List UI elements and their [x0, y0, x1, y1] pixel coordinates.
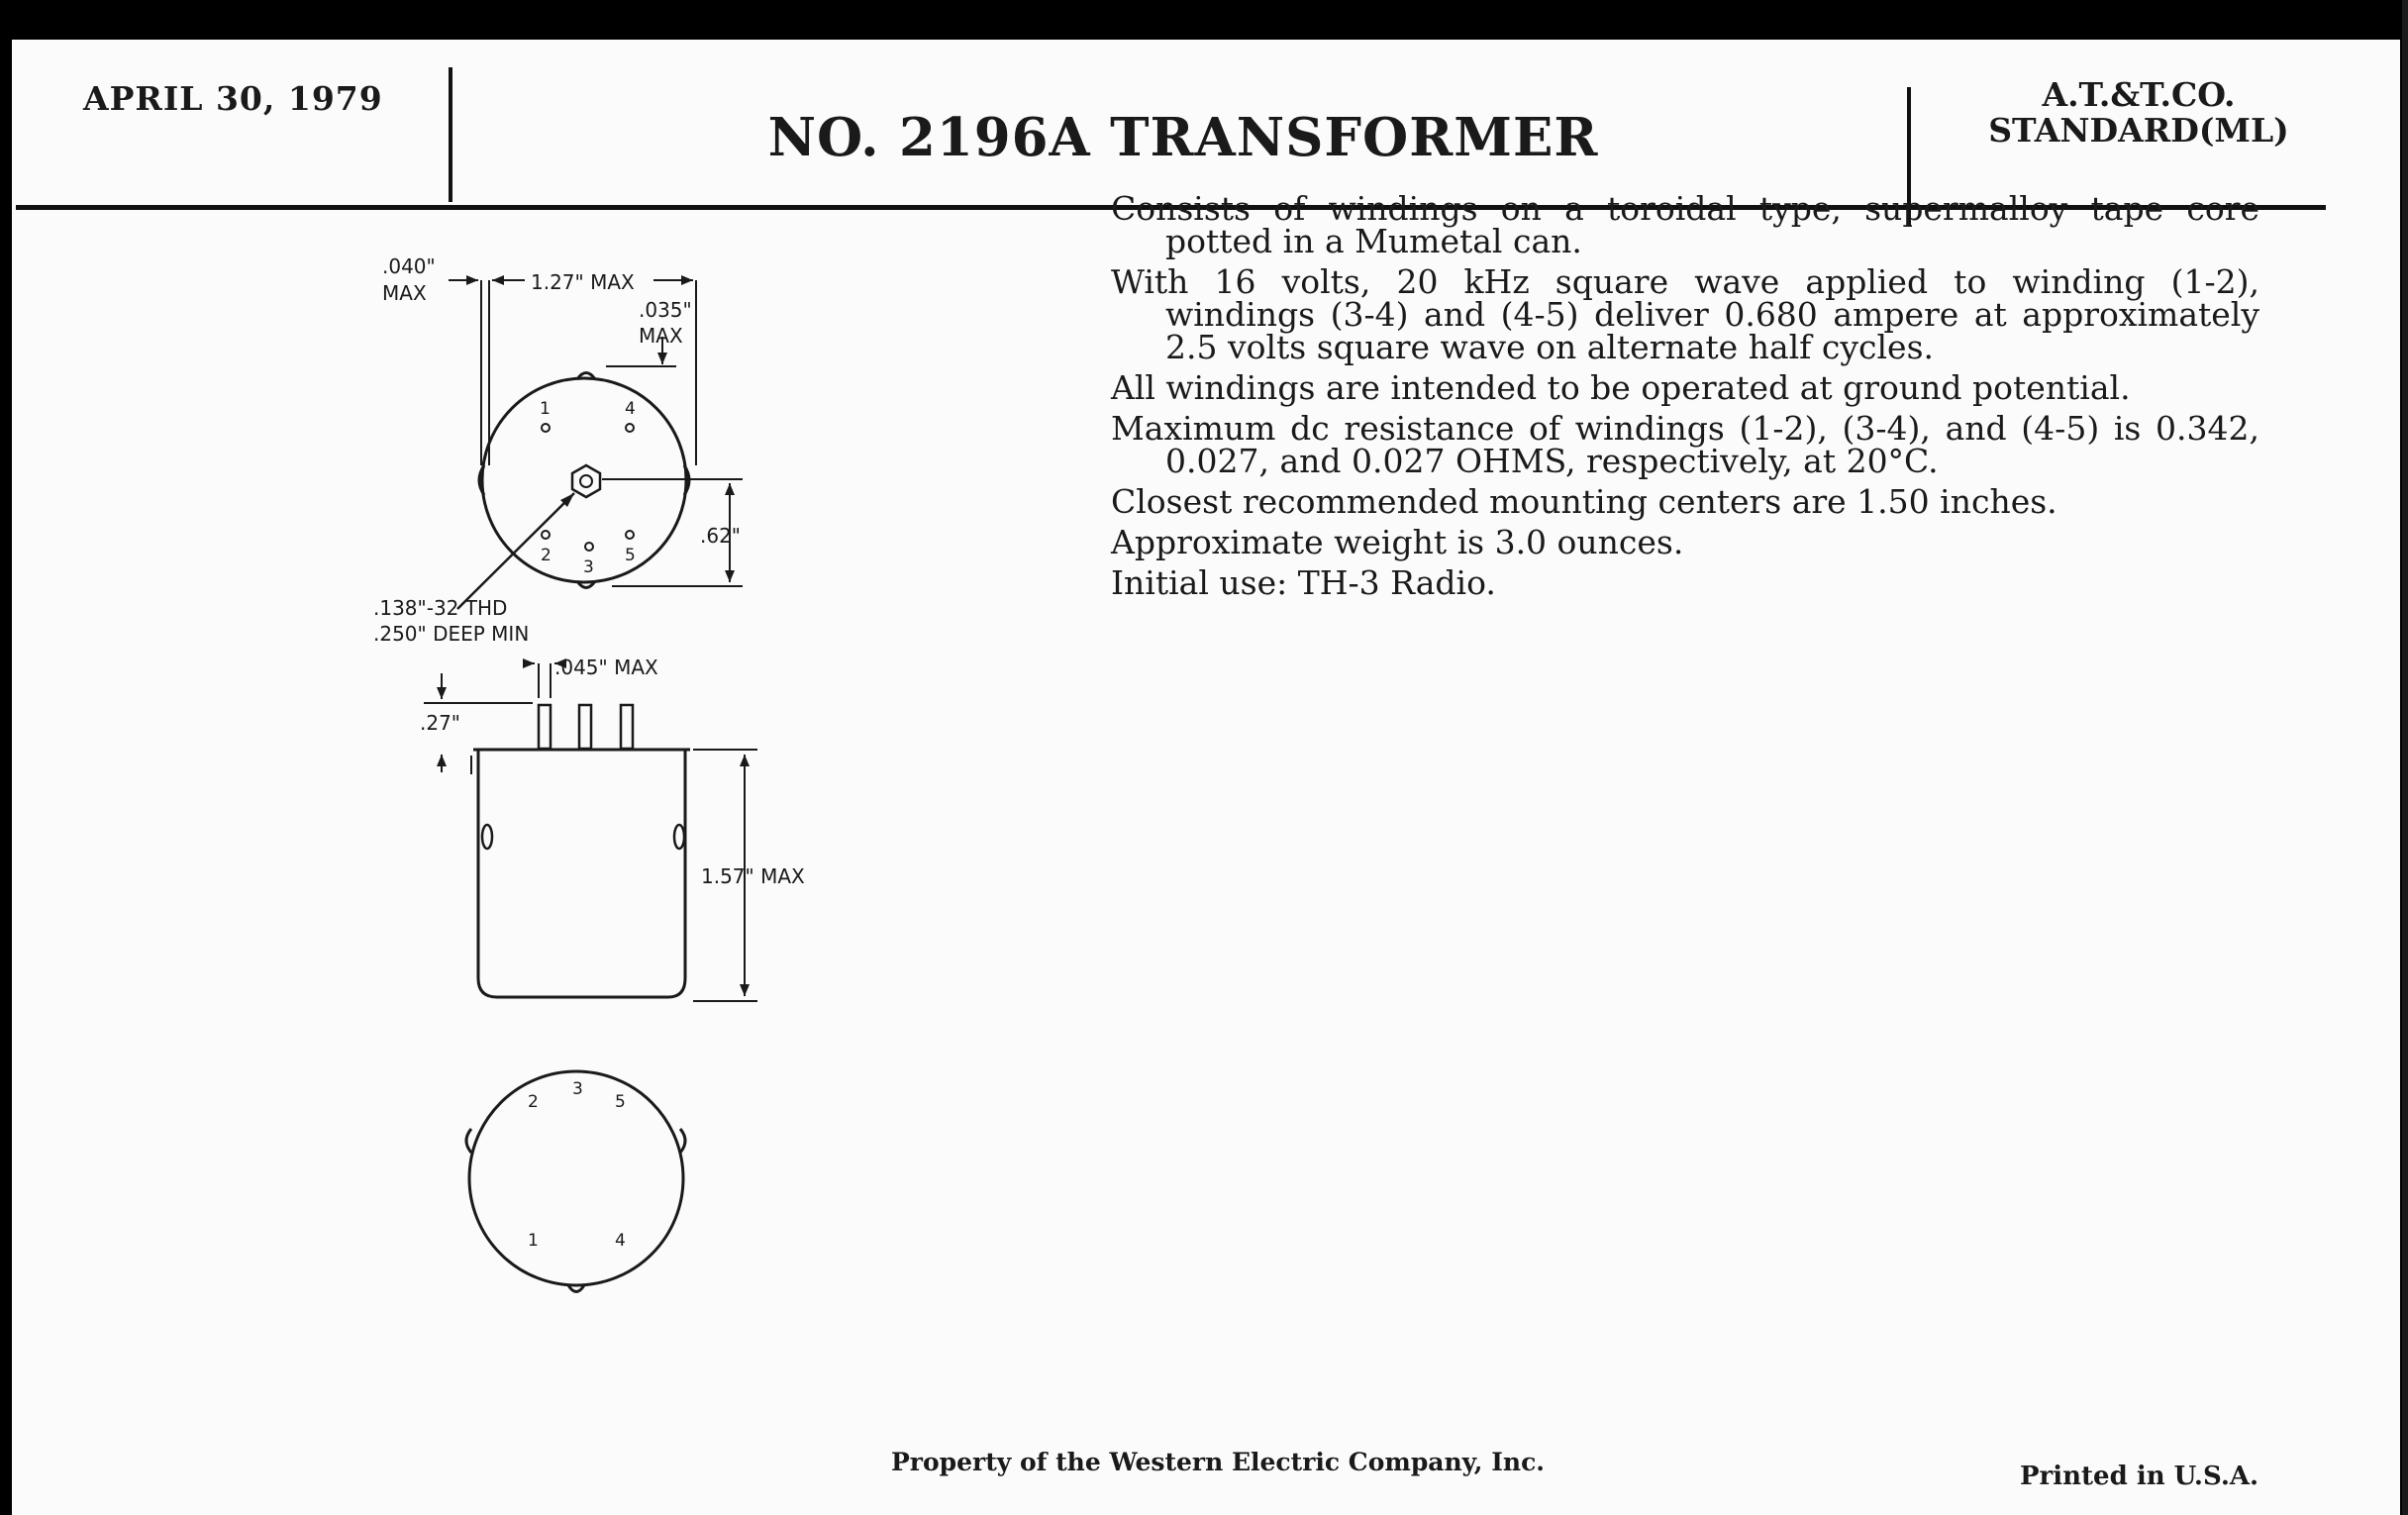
- header-org: [1941, 77, 2337, 149]
- page-title: NO. 2196A TRANSFORMER: [767, 107, 1599, 168]
- desc-weight: Approximate weight is 3.0 ounces.: [1111, 523, 1684, 561]
- dim-035-max: MAX: [639, 324, 683, 348]
- header-date: APRIL 30, 1979: [83, 79, 383, 118]
- dim-035: .035": [639, 298, 692, 322]
- top-pin-4: 4: [625, 399, 636, 419]
- dim-040-max: MAX: [382, 281, 427, 305]
- footer-printed: Printed in U.S.A.: [2020, 1462, 2259, 1491]
- top-pin-5: 5: [625, 546, 636, 565]
- top-pin-2: 2: [541, 546, 552, 565]
- bottom-pin-3: 3: [572, 1079, 583, 1099]
- desc-initial-use: Initial use: TH-3 Radio.: [1111, 563, 1496, 602]
- top-pin-1: 1: [540, 399, 551, 419]
- desc-ground: All windings are intended to be operated at ground potential.: [1111, 368, 2131, 407]
- dim-040: .040": [382, 254, 436, 278]
- hex-nut: [572, 465, 600, 497]
- thread-depth-label: .250" DEEP MIN: [373, 622, 530, 646]
- desc-construction: Consists of windings on a toroidal type, supermalloy tape core potted in a Mumetal can.: [1111, 189, 2259, 260]
- scan-edge: [2402, 0, 2408, 1515]
- side-view-can: [478, 750, 685, 997]
- org-name: A.T.&T.CO.: [2042, 75, 2236, 114]
- org-standard: STANDARD(ML): [1988, 111, 2289, 150]
- bottom-pin-2: 2: [528, 1092, 539, 1112]
- dim-062: .62": [700, 524, 742, 548]
- bottom-pin-4: 4: [615, 1231, 626, 1251]
- thread-label: .138"-32 THD: [373, 596, 508, 620]
- desc-resistance: Maximum dc resistance of windings (1-2), (3-4), and (4-5) is 0.342, 0.027, and 0.027 OHMS, respectively, at 20°C.: [1111, 409, 2259, 480]
- transformer-drawing: [0, 0, 891, 1347]
- dim-027: .27": [420, 711, 461, 735]
- dim-157: 1.57" MAX: [701, 864, 805, 888]
- desc-mounting: Closest recommended mounting centers are 1.50 inches.: [1111, 482, 2057, 521]
- dim-127: 1.27" MAX: [531, 270, 635, 294]
- dim-045: .045" MAX: [554, 656, 658, 679]
- desc-output: With 16 volts, 20 kHz square wave applied to winding (1-2), windings (3-4) and (4-5) deliver 0.680 ampere at approximately 2.5 volts square wave on alternate half cycles.: [1111, 262, 2259, 366]
- top-pin-3: 3: [583, 557, 594, 577]
- footer-property: Property of the Western Electric Company, Inc.: [891, 1448, 1546, 1476]
- bottom-pin-1: 1: [528, 1231, 539, 1251]
- side-view-pin: [539, 705, 551, 749]
- bottom-view-can: [469, 1071, 683, 1285]
- description: [1111, 189, 2259, 607]
- bottom-pin-5: 5: [615, 1092, 626, 1112]
